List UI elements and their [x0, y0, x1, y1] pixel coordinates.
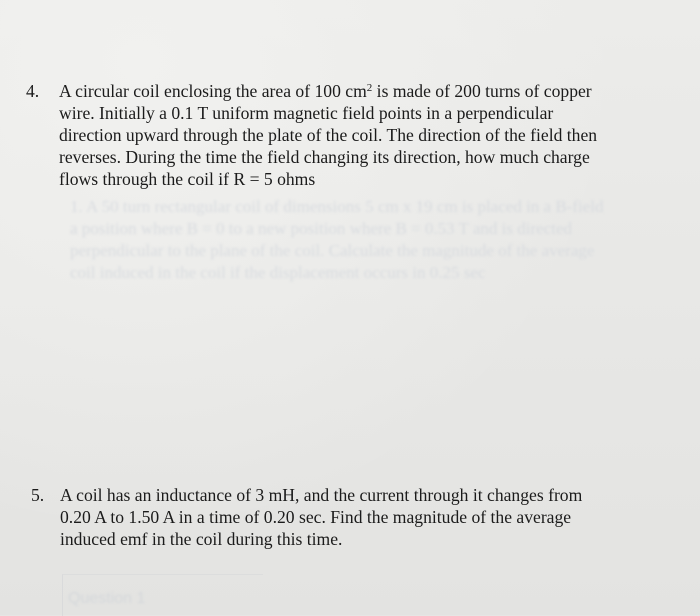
question-line: 0.20 A to 1.50 A in a time of 0.20 sec. Find the magnitude of the average	[60, 507, 572, 527]
question-line: flows through the coil if R = 5 ohms	[59, 169, 316, 189]
bleed-through-text: coil induced in the coil if the displacement occurs in 0.25 sec	[70, 263, 486, 282]
question-line: induced emf in the coil during this time.	[60, 529, 343, 549]
question-number: 4.	[26, 81, 40, 101]
question-line	[59, 80, 686, 102]
question-text-fragment: A circular coil enclosing the area of 100 cm	[59, 81, 367, 101]
question-line: reverses. During the time the field changing its direction, how much charge	[59, 147, 590, 167]
question-line: wire. Initially a 0.1 T uniform magnetic field points in a perpendicular	[59, 103, 554, 123]
question-text	[59, 80, 686, 190]
bleed-through-label: Question 1	[68, 590, 146, 607]
superscript: 2	[366, 82, 373, 94]
bleed-through-text: a position where B = 0 to a new position where B = 0.53 T and is directed	[70, 219, 573, 238]
bleed-through-text: perpendicular to the plane of the coil. Calculate the magnitude of the average	[70, 241, 595, 260]
question-text-fragment: is made of 200 turns of copper	[372, 81, 592, 101]
question-5	[31, 484, 681, 550]
question-line: direction upward through the plate of the coil. The direction of the field then	[59, 125, 598, 145]
question-4	[26, 80, 686, 190]
bleed-through-text: 1. A 50 turn rectangular coil of dimensions 5 cm x 19 cm is placed in a B-field	[70, 197, 604, 216]
question-text	[60, 484, 681, 550]
question-line: A coil has an inductance of 3 mH, and the current through it changes from	[60, 485, 583, 505]
question-number: 5.	[31, 485, 45, 505]
